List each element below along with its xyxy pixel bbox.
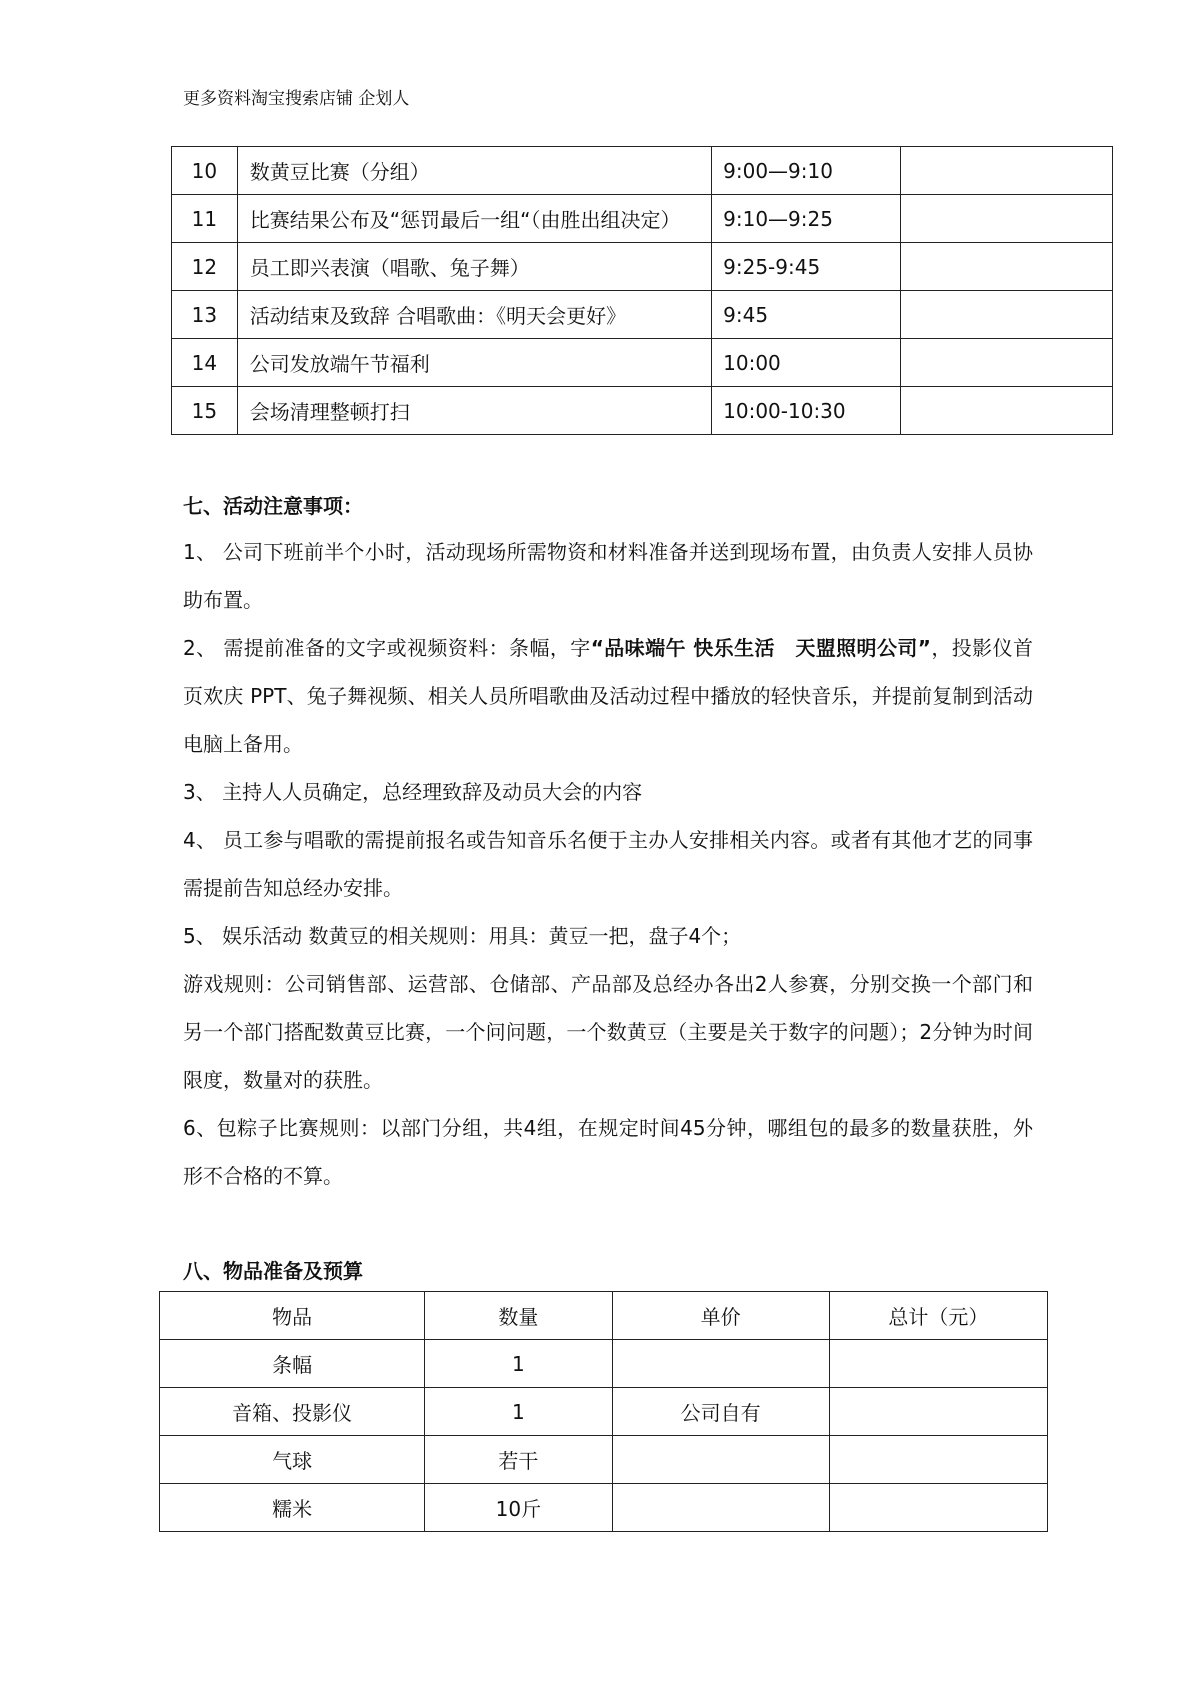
time-cell: 10:00 <box>712 339 900 387</box>
notes-section <box>183 490 1033 1200</box>
table-row <box>172 147 1113 195</box>
activity-cell: 比赛结果公布及“惩罚最后一组“（由胜出组决定） <box>237 195 711 243</box>
row-number: 12 <box>172 243 238 291</box>
page-header: 更多资料淘宝搜索店铺 企划人 <box>183 89 410 109</box>
activity-cell: 活动结束及致辞 合唱歌曲：《明天会更好》 <box>237 291 711 339</box>
table-header-row <box>160 1292 1048 1340</box>
banner-text: “品味端午 快乐生活 天盟照明公司” <box>590 636 931 660</box>
column-header: 数量 <box>425 1292 612 1340</box>
column-header: 总计（元） <box>829 1292 1047 1340</box>
note-paragraph: 游戏规则：公司销售部、运营部、仓储部、产品部及总经办各出2人参赛，分别交换一个部门和另一个部门搭配数黄豆比赛，一个问问题，一个数黄豆（主要是关于数字的问题）；2分钟为时间限度，数量对的获胜。 <box>183 972 1033 1092</box>
table-row <box>172 195 1113 243</box>
table-row <box>172 339 1113 387</box>
note-paragraph: 1、 公司下班前半个小时，活动现场所需物资和材料准备并送到现场布置，由负责人安排人员协助布置。 <box>183 540 1033 612</box>
note-cell <box>900 195 1112 243</box>
row-number: 13 <box>172 291 238 339</box>
table-cell: 糯米 <box>160 1484 425 1532</box>
time-cell: 9:25-9:45 <box>712 243 900 291</box>
row-number: 14 <box>172 339 238 387</box>
note-cell <box>900 339 1112 387</box>
note-text: 2、 需提前准备的文字或视频资料：条幅，字 <box>183 636 591 660</box>
table-cell: 条幅 <box>160 1340 425 1388</box>
table-cell <box>612 1436 829 1484</box>
table-cell: 10斤 <box>425 1484 612 1532</box>
table-cell: 1 <box>425 1388 612 1436</box>
note-paragraph <box>183 624 1033 768</box>
note-cell <box>900 243 1112 291</box>
time-cell: 10:00-10:30 <box>712 387 900 435</box>
section-heading: 八、物品准备及预算 <box>183 1259 363 1283</box>
table-row <box>172 291 1113 339</box>
activity-cell: 数黄豆比赛（分组） <box>237 147 711 195</box>
table-cell: 1 <box>425 1340 612 1388</box>
table-cell <box>829 1340 1047 1388</box>
note-cell <box>900 387 1112 435</box>
time-cell: 9:00—9:10 <box>712 147 900 195</box>
note-paragraph: 6、包粽子比赛规则：以部门分组，共4组，在规定时间45分钟，哪组包的最多的数量获胜，外形不合格的不算。 <box>183 1116 1033 1188</box>
table-cell: 音箱、投影仪 <box>160 1388 425 1436</box>
table-cell: 公司自有 <box>612 1388 829 1436</box>
table-cell <box>612 1484 829 1532</box>
note-cell <box>900 147 1112 195</box>
row-number: 15 <box>172 387 238 435</box>
activity-cell: 员工即兴表演（唱歌、兔子舞） <box>237 243 711 291</box>
table-row <box>160 1436 1048 1484</box>
note-paragraph: 5、 娱乐活动 数黄豆的相关规则：用具：黄豆一把，盘子4个； <box>183 924 742 948</box>
note-paragraph: 3、 主持人人员确定，总经理致辞及动员大会的内容 <box>183 780 643 804</box>
table-cell <box>829 1388 1047 1436</box>
table-row <box>160 1388 1048 1436</box>
table-row <box>160 1484 1048 1532</box>
note-cell <box>900 291 1112 339</box>
schedule-table <box>171 146 1113 435</box>
table-cell <box>612 1340 829 1388</box>
row-number: 10 <box>172 147 238 195</box>
table-cell <box>829 1436 1047 1484</box>
table-row <box>172 243 1113 291</box>
section-heading: 七、活动注意事项： <box>183 494 363 518</box>
table-cell <box>829 1484 1047 1532</box>
row-number: 11 <box>172 195 238 243</box>
budget-table <box>159 1291 1048 1532</box>
column-header: 单价 <box>612 1292 829 1340</box>
activity-cell: 会场清理整顿打扫 <box>237 387 711 435</box>
table-cell: 若干 <box>425 1436 612 1484</box>
activity-cell: 公司发放端午节福利 <box>237 339 711 387</box>
table-row <box>172 387 1113 435</box>
time-cell: 9:10—9:25 <box>712 195 900 243</box>
column-header: 物品 <box>160 1292 425 1340</box>
table-row <box>160 1340 1048 1388</box>
note-paragraph: 4、 员工参与唱歌的需提前报名或告知音乐名便于主办人安排相关内容。或者有其他才艺的同事需提前告知总经办安排。 <box>183 828 1033 900</box>
time-cell: 9:45 <box>712 291 900 339</box>
note-text: ，投影仪首页欢庆 PPT、兔子舞视频、相关人员所唱歌曲及活动过程中播放的轻快音乐，并提前复制到活动电脑上备用。 <box>183 636 1033 756</box>
table-cell: 气球 <box>160 1436 425 1484</box>
